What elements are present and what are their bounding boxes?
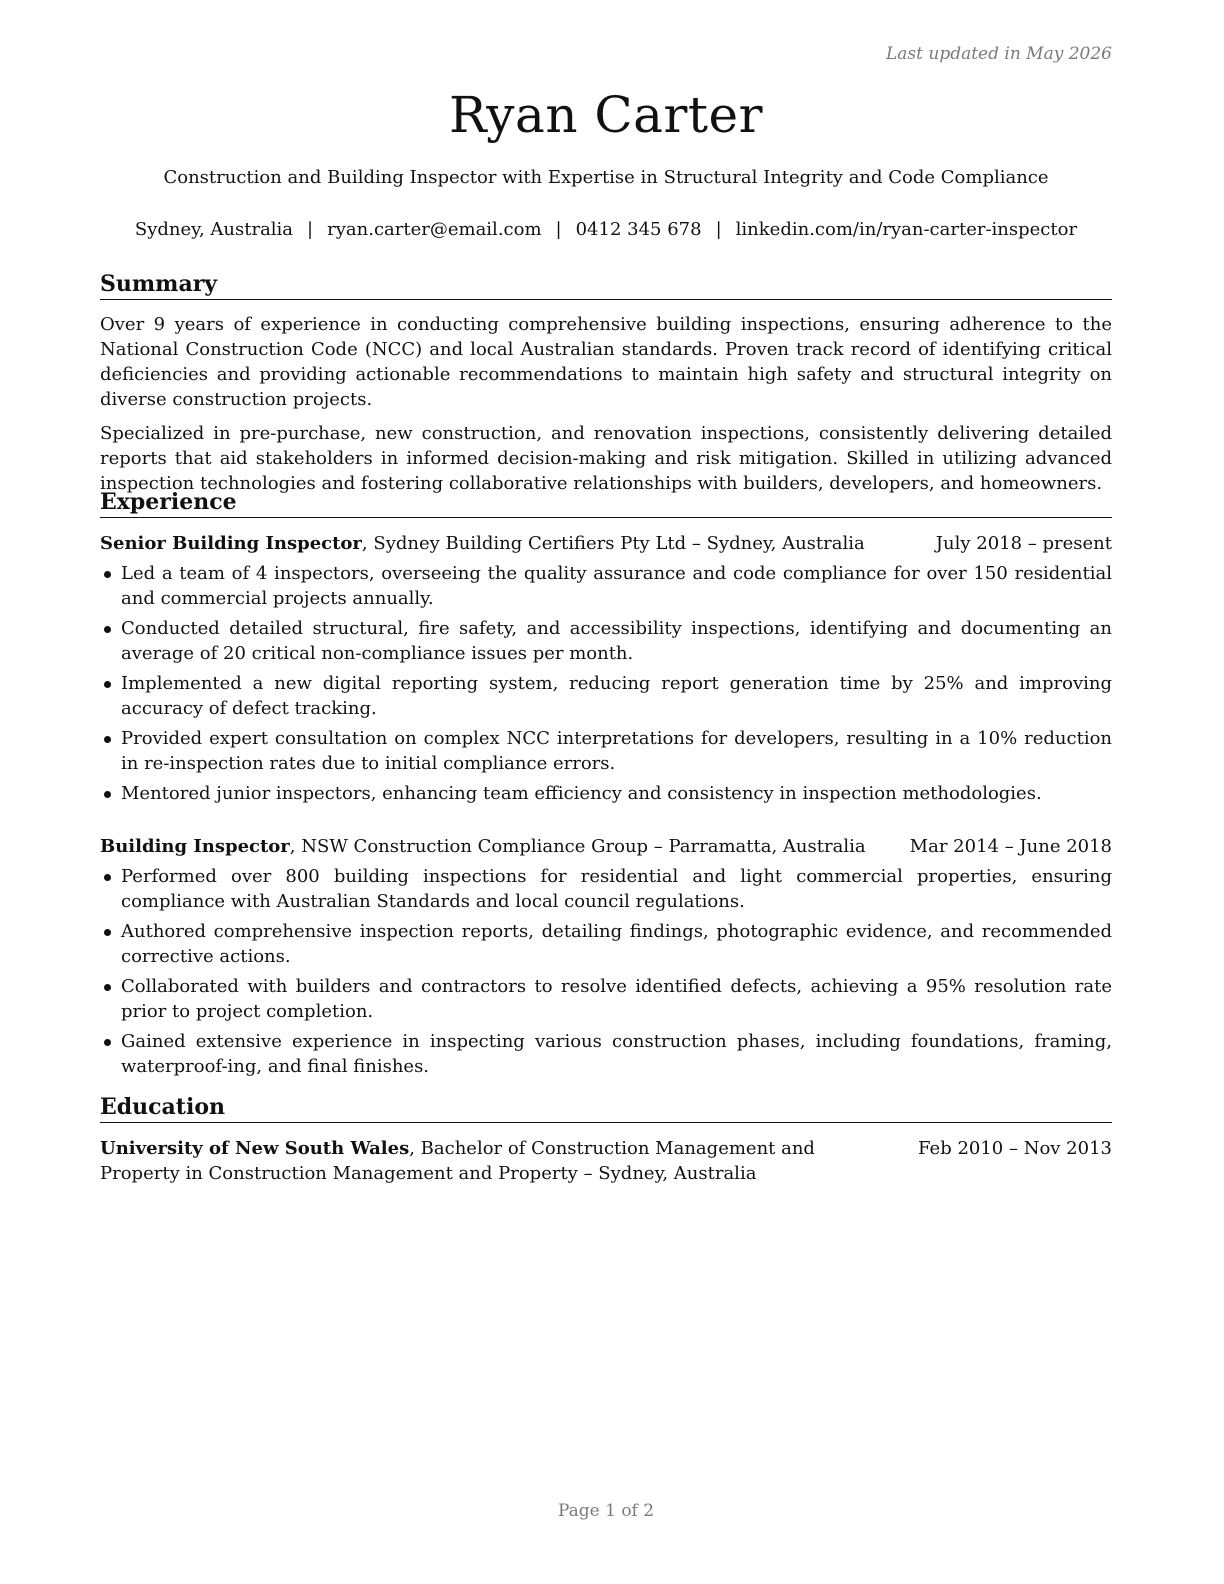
job-company: , Sydney Building Certifiers Pty Ltd – Sydney, Australia (361, 533, 865, 554)
candidate-name: Ryan Carter (449, 86, 763, 144)
bullet-dot-icon (104, 929, 111, 936)
bullet-dot-icon (104, 736, 111, 743)
contact-linkedin[interactable]: linkedin.com/in/ryan-carter-inspector (735, 219, 1078, 240)
bullet-text: Led a team of 4 inspectors, overseeing the quality assurance and code compliance for over 150 residential and commercial projects annually. (121, 563, 1112, 609)
bullet-dot-icon (104, 984, 111, 991)
summary-paragraph: Specialized in pre-purchase, new construction, and renovation inspections, consistently delivering detailed reports that aid stakeholders in informed decision-making and risk mitigation. Skilled in utilizing advanced inspection technologies and fostering collaborative relationships with builders, developers, and homeowners. (100, 423, 1112, 494)
bullet-item (100, 781, 1112, 806)
job-entry (100, 531, 1112, 806)
bullet-item (100, 616, 1112, 666)
bullet-text: Performed over 800 building inspections for residential and light commercial properties, ensuring compliance with Australian Standards and local council regulations. (121, 866, 1112, 912)
bullet-text: Collaborated with builders and contractors to resolve identified defects, achieving a 95% resolution rate prior to project completion. (121, 976, 1112, 1022)
contact-separator: | (307, 219, 314, 240)
job-header (100, 531, 1112, 556)
bullet-item (100, 864, 1112, 914)
bullet-item (100, 726, 1112, 776)
experience-section (100, 488, 1112, 1079)
bullet-text: Gained extensive experience in inspecting various construction phases, including foundations, framing, waterproof-ing, and final finishes. (121, 1031, 1112, 1077)
bullet-text: Mentored junior inspectors, enhancing team efficiency and consistency in inspection methodologies. (121, 783, 1042, 804)
contact-separator: | (555, 219, 562, 240)
job-entry (100, 834, 1112, 1079)
summary-paragraph: Over 9 years of experience in conducting comprehensive building inspections, ensuring adherence to the National Construction Code (NCC) and local Australian standards. Proven track record of identifying critical deficiencies and providing actionable recommendations to maintain high safety and structural integrity on diverse construction projects. (100, 314, 1112, 410)
contact-email[interactable]: ryan.carter@email.com (327, 219, 542, 240)
job-role: Building Inspector (100, 836, 290, 857)
section-title-education: Education (100, 1093, 1112, 1123)
bullet-dot-icon (104, 791, 111, 798)
education-dates: Feb 2010 – Nov 2013 (918, 1138, 1112, 1159)
contact-location: Sydney, Australia (134, 219, 294, 240)
bullet-dot-icon (104, 626, 111, 633)
bullet-dot-icon (104, 874, 111, 881)
bullet-item (100, 1029, 1112, 1079)
section-title-summary: Summary (100, 270, 1112, 300)
section-title-experience: Experience (100, 488, 1112, 518)
education-school: University of New South Wales (100, 1138, 410, 1159)
job-role: Senior Building Inspector (100, 533, 362, 554)
job-bullets (100, 561, 1112, 806)
bullet-text: Authored comprehensive inspection reports, detailing findings, photographic evidence, and recommended corrective actions. (121, 921, 1112, 967)
bullet-item (100, 974, 1112, 1024)
last-updated-note: Last updated in May 2026 (885, 44, 1112, 64)
education-section (100, 1093, 1112, 1186)
bullet-item (100, 919, 1112, 969)
contact-line (100, 219, 1112, 240)
bullet-dot-icon (104, 681, 111, 688)
job-bullets (100, 864, 1112, 1079)
bullet-dot-icon (104, 571, 111, 578)
bullet-dot-icon (104, 1039, 111, 1046)
job-dates: Mar 2014 – June 2018 (909, 836, 1112, 857)
bullet-item (100, 561, 1112, 611)
bullet-text: Implemented a new digital reporting system, reducing report generation time by 25% and improving accuracy of defect tracking. (121, 673, 1112, 719)
education-entry (100, 1136, 1112, 1186)
job-header (100, 834, 1112, 859)
bullet-text: Provided expert consultation on complex NCC interpretations for developers, resulting in a 10% reduction in re-inspection rates due to initial compliance errors. (121, 728, 1112, 774)
education-degree: , Bachelor of Construction Management and Property in Construction Management and Property – Sydney, Australia (100, 1138, 815, 1184)
page-number: Page 1 of 2 (557, 1501, 655, 1521)
contact-phone: 0412 345 678 (575, 219, 702, 240)
job-company: , NSW Construction Compliance Group – Parramatta, Australia (289, 836, 866, 857)
summary-section (100, 270, 1112, 496)
bullet-text: Conducted detailed structural, fire safety, and accessibility inspections, identifying and documenting an average of 20 critical non-compliance issues per month. (121, 618, 1112, 664)
job-dates: July 2018 – present (935, 533, 1112, 554)
resume-page (100, 0, 1112, 1584)
headline: Construction and Building Inspector with Expertise in Structural Integrity and Code Compliance (163, 167, 1049, 188)
contact-separator: | (715, 219, 722, 240)
bullet-item (100, 671, 1112, 721)
